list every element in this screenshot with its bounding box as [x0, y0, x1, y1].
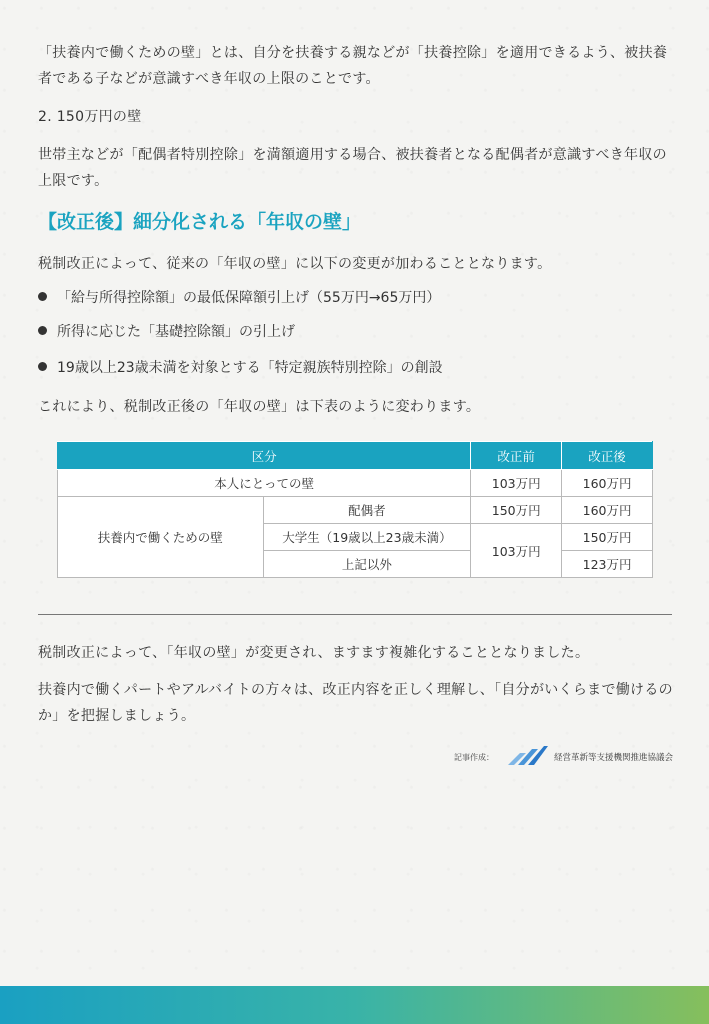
row-spouse-before: 150万円: [471, 497, 562, 524]
row-self-after: 160万円: [562, 470, 653, 497]
bullet-dot-icon: [38, 326, 47, 335]
credit-label: 記事作成：: [454, 752, 494, 762]
item-2-title: 2. 150万円の壁: [38, 109, 142, 125]
footer-gradient-bar: [0, 986, 709, 1024]
header-before: 改正前: [471, 442, 562, 470]
section-lead: 税制改正によって、従来の「年収の壁」に以下の変更が加わることとなります。: [38, 256, 552, 272]
author-credit: [454, 746, 673, 768]
bullet-dot-icon: [38, 362, 47, 371]
row-student-label: 大学生（19歳以上23歳未満）: [263, 524, 471, 551]
bullet-item: [38, 355, 443, 381]
row-self-label: 本人にとっての壁: [58, 470, 471, 497]
income-wall-table: [57, 441, 653, 578]
bullet-text: 19歳以上23歳未満を対象とする「特定親族特別控除」の創設: [57, 360, 443, 376]
section-heading: 【改正後】細分化される「年収の壁」: [38, 211, 362, 233]
intro-paragraph-2: 世帯主などが「配偶者特別控除」を満額適用する場合、被扶養者となる配偶者が意識すべき年収の上限です。: [38, 147, 667, 189]
section-divider: [38, 614, 672, 615]
intro-paragraph-1: 「扶養内で働くための壁」とは、自分を扶養する親などが「扶養控除」を適用できるよう、被扶養者である子などが意識すべき年収の上限のことです。: [38, 45, 668, 87]
table-header-row: [58, 442, 653, 470]
bullet-text: 所得に応じた「基礎控除額」の引上げ: [57, 324, 295, 340]
credit-organization: 経営革新等支援機関推進協議会: [554, 753, 674, 763]
group-label: 扶養内で働くための壁: [58, 497, 264, 578]
closing-paragraph-2: 扶養内で働くパートやアルバイトの方々は、改正内容を正しく理解し、「自分がいくらまで働けるのか」を把握しましょう。: [38, 682, 673, 724]
bullet-text: 「給与所得控除額」の最低保障額引上げ（55万円→65万円）: [57, 290, 441, 306]
row-other-label: 上記以外: [263, 551, 471, 578]
closing-paragraph-1: 税制改正によって、「年収の壁」が変更され、ますます複雑化することとなりました。: [38, 645, 590, 661]
header-after: 改正後: [562, 442, 653, 470]
table-row: [58, 470, 653, 497]
header-category: 区分: [58, 442, 471, 470]
row-spouse-after: 160万円: [562, 497, 653, 524]
row-other-after: 123万円: [562, 551, 653, 578]
bullet-item: [38, 319, 295, 345]
row-spouse-label: 配偶者: [263, 497, 471, 524]
table-row: [58, 497, 653, 524]
bullet-item: [38, 285, 440, 311]
row-self-before: 103万円: [471, 470, 562, 497]
after-bullets-text: これにより、税制改正後の「年収の壁」は下表のように変わります。: [38, 399, 481, 415]
diagonal-stripes-logo-icon: [506, 745, 548, 769]
bullet-dot-icon: [38, 292, 47, 301]
row-student-after: 150万円: [562, 524, 653, 551]
shared-before-value: 103万円: [471, 524, 562, 578]
